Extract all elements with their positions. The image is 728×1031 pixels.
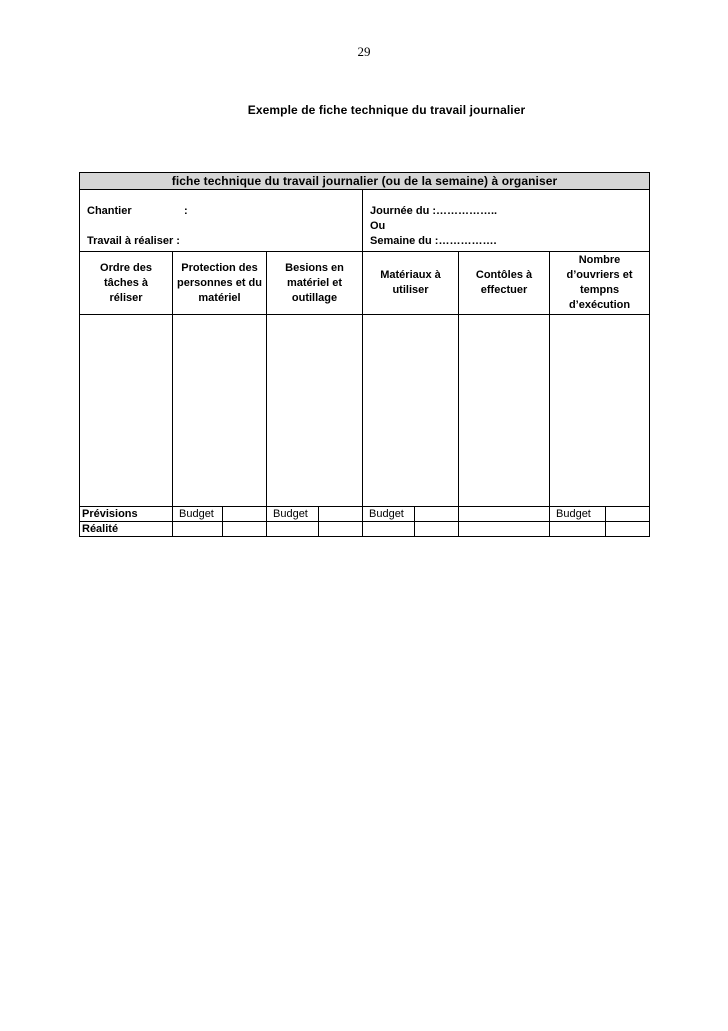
body-cell-protection [173, 315, 267, 507]
column-header-text: Protection des personnes et du matériel [177, 261, 262, 304]
info-left-cell [80, 190, 363, 252]
column-header-ordre [80, 252, 173, 315]
column-header-text: Matériaux à utiliser [380, 269, 441, 296]
body-cell-besoins [267, 315, 363, 507]
realite-nombre-b [606, 522, 650, 537]
realite-protection-b [223, 522, 267, 537]
previsions-label: Prévisions [80, 507, 173, 522]
chantier-colon: : [184, 205, 188, 217]
document-title: Exemple de fiche technique du travail journalier [247, 103, 526, 117]
realite-label: Réalité [80, 522, 173, 537]
column-header-protection [173, 252, 267, 315]
body-cell-nombre [550, 315, 650, 507]
realite-nombre-a [550, 522, 606, 537]
realite-controles [459, 522, 550, 537]
semaine-label: Semaine du :……………. [370, 235, 497, 247]
previsions-materiaux-value [415, 507, 459, 522]
column-header-text: Nombre d’ouvriers et tempns d’exécution [566, 254, 633, 311]
realite-besoins-b [319, 522, 363, 537]
column-header-nombre [550, 252, 650, 315]
budget-besoins: Budget [267, 507, 319, 522]
realite-materiaux-b [415, 522, 459, 537]
column-header-text: Besions en matériel et outillage [285, 261, 344, 304]
previsions-nombre-value [606, 507, 650, 522]
budget-materiaux: Budget [363, 507, 415, 522]
journee-label: Journée du :…………….. [370, 205, 498, 217]
body-cell-ordre [80, 315, 173, 507]
travail-label: Travail à réaliser : [87, 235, 180, 247]
realite-besoins-a [267, 522, 319, 537]
ou-label: Ou [370, 220, 386, 232]
column-header-controles [459, 252, 550, 315]
column-header-besoins [267, 252, 363, 315]
previsions-besoins-value [319, 507, 363, 522]
body-cell-materiaux [363, 315, 459, 507]
body-cell-controles [459, 315, 550, 507]
previsions-protection-value [223, 507, 267, 522]
chantier-label: Chantier [87, 205, 132, 217]
previsions-controles-value [459, 507, 550, 522]
column-header-materiaux [363, 252, 459, 315]
technical-sheet-table [79, 172, 650, 537]
column-header-text: Contôles à effectuer [475, 269, 533, 296]
realite-protection-a [173, 522, 223, 537]
sheet-header: fiche technique du travail journalier (ou de la semaine) à organiser [80, 173, 650, 190]
budget-protection: Budget [173, 507, 223, 522]
realite-materiaux-a [363, 522, 415, 537]
column-header-text: Ordre des tâches à réliser [100, 261, 152, 304]
info-right-cell [363, 190, 650, 252]
page-number: 29 [357, 44, 371, 59]
budget-nombre: Budget [550, 507, 606, 522]
